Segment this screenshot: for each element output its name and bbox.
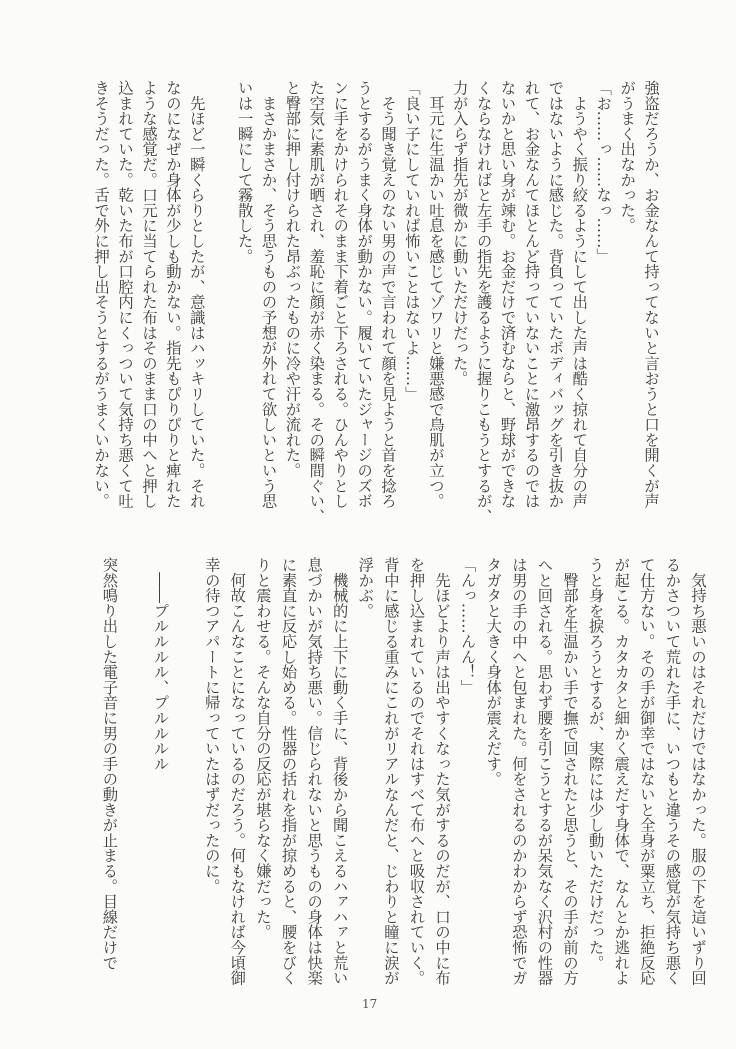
text-line: るかさついて荒れた手に、いつもと違うその感覚が気持ち悪く xyxy=(663,557,682,986)
text-line: がうまく出なかった。 xyxy=(618,80,637,233)
text-line: て仕方ない。その手が御幸ではないと全身が粟立ち、拒絶反応 xyxy=(637,557,656,986)
page-number: 17 xyxy=(362,997,378,1011)
text-line xyxy=(121,557,147,987)
text-line: りと震わせる。そんな自分の反応が堪らなく嫌だった。 xyxy=(253,557,272,940)
text-line: まさかまさか、そう思うものの予想が外れて欲しいという思 xyxy=(259,80,278,509)
text-line: 臀部を生温かい手で撫で回されたと思うと、その手が前の方 xyxy=(561,557,580,986)
text-line: タガタと大きく身体が震えだす。 xyxy=(484,557,503,787)
text-block-bottom xyxy=(96,557,710,987)
text-line: うと身を捩ろうとするが、実際には少し動いただけだった。 xyxy=(586,557,605,971)
text-line: は男の手の中へと包まれた。何をされるのかわからず恐怖でガ xyxy=(509,557,528,986)
text-line: 背中に感じる重みにこれがリアルなんだと、じわりと瞳に涙が xyxy=(381,557,400,986)
text-line: ――プルルルル、プルルルル xyxy=(151,557,170,772)
text-line: ンに手をかけられそのまま下着ごと下ろされる。ひんやりとし xyxy=(331,80,350,509)
text-line: と臀部に押し付けられた昂ぶったものに冷や汗が流れた。 xyxy=(283,80,302,478)
text-line: 浮かぶ。 xyxy=(356,557,375,619)
text-line: 幸の待つアパートに帰っていたはずだったのに。 xyxy=(202,557,221,894)
text-line xyxy=(173,557,199,987)
text-line: 強盗だろうか、お金なんて持ってないと言おうと口を開くが声 xyxy=(642,80,660,509)
text-line: 気持ち悪いのはそれだけではなかった。服の下を這いずり回 xyxy=(689,557,707,986)
text-line: 力が入らず指先が微かに動いただけだった。 xyxy=(450,80,469,386)
text-line: 先ほどより声は出やすくなった気がするのだが、口の中に布 xyxy=(433,557,452,986)
text-line: ないかと思い身が竦む。お金だけで済むならと、野球ができな xyxy=(498,80,517,509)
text-line: に素直に反応し始める。性器の括れを指が掠めると、腰をびく xyxy=(279,557,298,986)
text-line: 耳元に生温かい吐息を感じてゾワリと嫌悪感で鳥肌が立つ。 xyxy=(426,80,445,509)
text-line: 「んっ……んん！」 xyxy=(458,557,477,695)
text-line: が起こる。カタカタと細かく震えだす身体で、なんとか逃れよ xyxy=(612,557,631,986)
text-line: 「お……っ……なっ……」 xyxy=(594,80,613,264)
text-line: 「良い子にしていれば怖いことはないよ……」 xyxy=(402,80,421,402)
text-line: 込まれていた。乾いた布が口腔内にくっついて気持ち悪くて吐 xyxy=(116,80,135,509)
text-line: ではないように感じた。背負っていたボディバッグを引き抜か xyxy=(546,80,565,509)
text-line: 何故こんなことになっているのだろう。何もなければ今頃御 xyxy=(228,557,247,986)
text-line: うとするがうまく身体が動かない。履いていたジャージのズボ xyxy=(355,80,374,509)
text-line: きそうだった。舌で外に押し出そうとするがうまくいかない。 xyxy=(92,80,111,509)
text-line: を押し込まれているのでそれはすべて布へと吸収されていく。 xyxy=(407,557,426,986)
text-block-top xyxy=(88,80,662,524)
text-line: 突然鳴り出した電子音に男の手の動きが止まる。目線だけで xyxy=(100,557,119,971)
text-line: なのになぜか身体が少しも動かない。指先もぴりぴりと痺れた xyxy=(163,80,182,509)
text-line: そう聞き覚えのない男の声で言われて顔を見ようと首を捻ろ xyxy=(379,80,398,509)
text-line: ようやく振り絞るようにして出した声は酷く掠れて自分の声 xyxy=(570,80,589,509)
text-line: 先ほど一瞬くらりとしたが、意識はハッキリしていた。それ xyxy=(187,80,206,509)
text-line: へと回される。思わず腰を引こうとするが呆気なく沢村の性器 xyxy=(535,557,554,986)
text-line: 機械的に上下に動く手に、背後から聞こえるハァハァと荒い xyxy=(330,557,349,986)
text-line: くならなければと左手の指先を護るように握りこもうとするが、 xyxy=(474,80,493,524)
text-line: れて、お金なんてほとんど持っていないことに激昂するのでは xyxy=(522,80,541,509)
text-line: 息づかいが気持ち悪い。信じられないと思うものの身体は快楽 xyxy=(305,557,324,986)
text-line: いは一瞬にして霧散した。 xyxy=(235,80,254,264)
text-line: ような感覚だ。口元に当てられた布はそのまま口の中へと押し xyxy=(139,80,158,509)
text-line: た空気に素肌が晒され、羞恥に顔が赤く染まる。その瞬間ぐい、 xyxy=(307,80,326,524)
text-line xyxy=(208,80,232,520)
